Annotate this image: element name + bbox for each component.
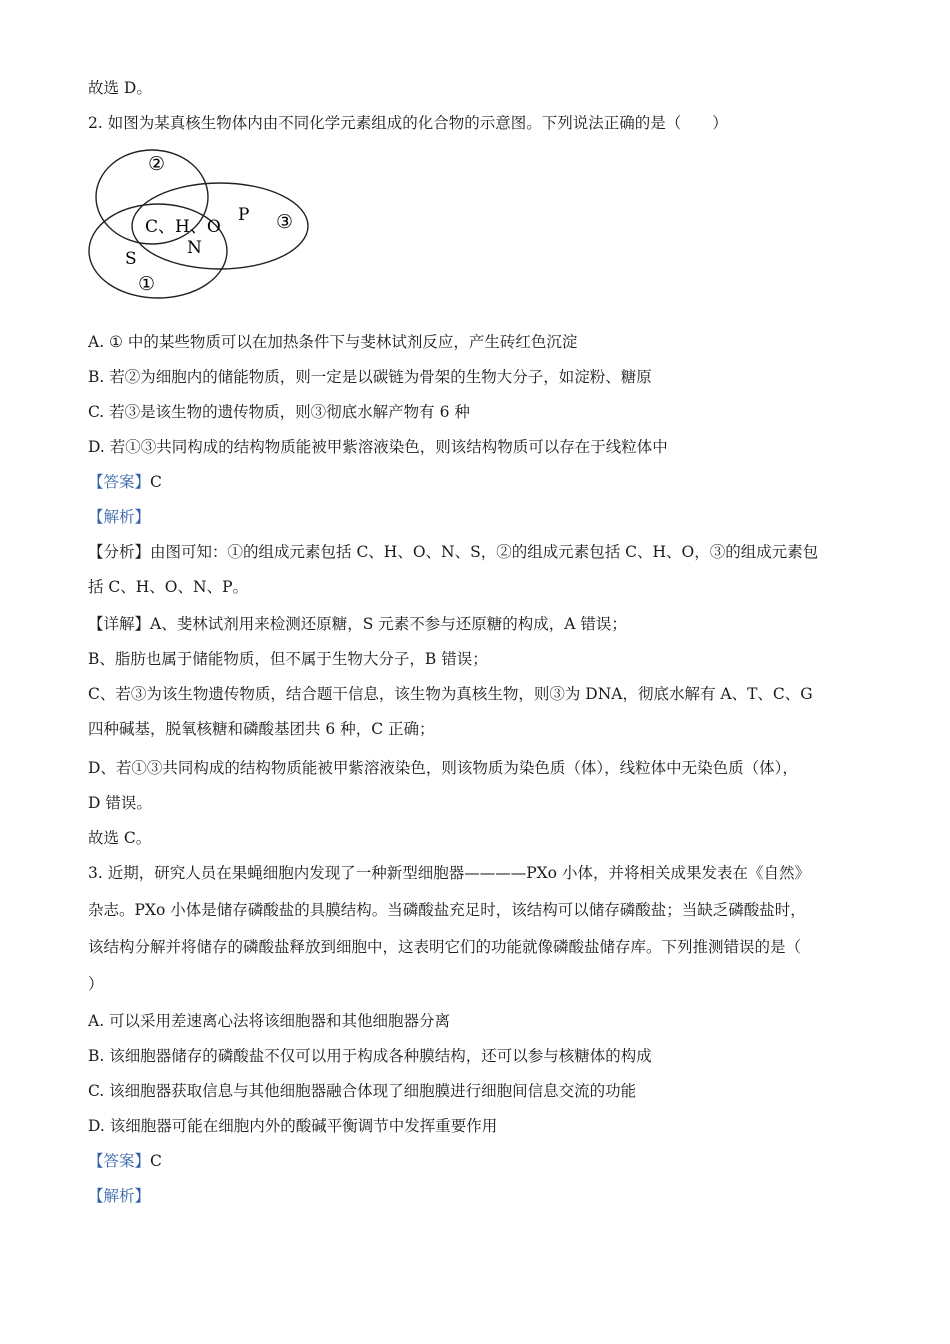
answer-tag: 【答案】 — [88, 1152, 151, 1170]
fenxi-tag: 【分析】 — [88, 543, 151, 561]
option-c: C. 若③是该生物的遗传物质，则③彻底水解产物有 6 种 — [88, 403, 470, 421]
fenxi-line-2: 括 C、H、O、N、P。 — [88, 578, 249, 596]
answer-line — [88, 472, 870, 492]
answer-value: C — [150, 473, 162, 491]
xiangjie-a: A、斐林试剂用来检测还原糖，S 元素不参与还原糖的构成，A 错误； — [150, 615, 627, 633]
option-a: A. ① 中的某些物质可以在加热条件下与斐林试剂反应，产生砖红色沉淀 — [88, 333, 578, 351]
xiangjie-d-2: D 错误。 — [88, 794, 152, 812]
analysis-tag: 【解析】 — [88, 1187, 151, 1205]
text-line: 故选 D。 — [88, 79, 152, 97]
xiangjie-d-1: D、若①③共同构成的结构物质能被甲紫溶液染色，则该物质为染色质（体），线粒体中无染色质（体）， — [88, 759, 798, 777]
fenxi-line — [88, 542, 870, 562]
label-circle-3: ③ — [276, 211, 294, 233]
analysis-tag-line — [88, 507, 870, 527]
option-c: C. 该细胞器获取信息与其他细胞器融合体现了细胞膜进行细胞间信息交流的功能 — [88, 1082, 637, 1100]
analysis-tag: 【解析】 — [88, 508, 151, 526]
question-3-stem-2: 杂志。PXo 小体是储存磷酸盐的具膜结构。当磷酸盐充足时，该结构可以储存磷酸盐；当缺乏磷酸盐时， — [88, 901, 806, 919]
fenxi-text: 由图可知：①的组成元素包括 C、H、O、N、S，②的组成元素包括 C、H、O，③的组成元素包 — [150, 543, 819, 561]
option-b: B. 该细胞器储存的磷酸盐不仅可以用于构成各种膜结构，还可以参与核糖体的构成 — [88, 1047, 652, 1065]
label-s: S — [125, 249, 137, 269]
conclusion-line: 故选 C。 — [88, 829, 152, 847]
question-2-stem: 2. 如图为某真核生物体内由不同化学元素组成的化合物的示意图。下列说法正确的是（ ） — [88, 114, 728, 132]
question-3-stem-1: 3. 近期，研究人员在果蝇细胞内发现了一种新型细胞器————PXo 小体，并将相关成果发表在《自然》 — [88, 864, 810, 882]
option-b: B. 若②为细胞内的储能物质，则一定是以碳链为骨架的生物大分子，如淀粉、糖原 — [88, 368, 652, 386]
option-d: D. 该细胞器可能在细胞内外的酸碱平衡调节中发挥重要作用 — [88, 1117, 498, 1135]
label-center-elements: C、H、O — [145, 217, 221, 237]
label-n: N — [187, 238, 202, 258]
answer-line — [88, 1151, 870, 1171]
question-3-stem-3: 该结构分解并将储存的磷酸盐释放到细胞中，这表明它们的功能就像磷酸盐储存库。下列推测错误的是（ — [88, 938, 802, 956]
option-a: A. 可以采用差速离心法将该细胞器和其他细胞器分离 — [88, 1012, 451, 1030]
venn-diagram — [88, 140, 318, 305]
option-d: D. 若①③共同构成的结构物质能被甲紫溶液染色，则该结构物质可以存在于线粒体中 — [88, 438, 668, 456]
label-circle-2: ② — [148, 153, 166, 175]
label-p: P — [238, 205, 250, 225]
xiangjie-tag: 【详解】 — [88, 615, 151, 633]
xiangjie-b: B、脂肪也属于储能物质，但不属于生物大分子，B 错误； — [88, 650, 488, 668]
analysis-tag-line — [88, 1186, 870, 1206]
xiangjie-line — [88, 614, 870, 634]
label-circle-1: ① — [138, 273, 156, 295]
answer-value: C — [150, 1152, 162, 1170]
answer-tag: 【答案】 — [88, 473, 151, 491]
xiangjie-c-2: 四种碱基，脱氧核糖和磷酸基团共 6 种，C 正确； — [88, 720, 435, 738]
xiangjie-c-1: C、若③为该生物遗传物质，结合题干信息，该生物为真核生物，则③为 DNA，彻底水解有 A、T、C、G — [88, 685, 813, 703]
question-3-stem-4: ） — [88, 975, 104, 993]
